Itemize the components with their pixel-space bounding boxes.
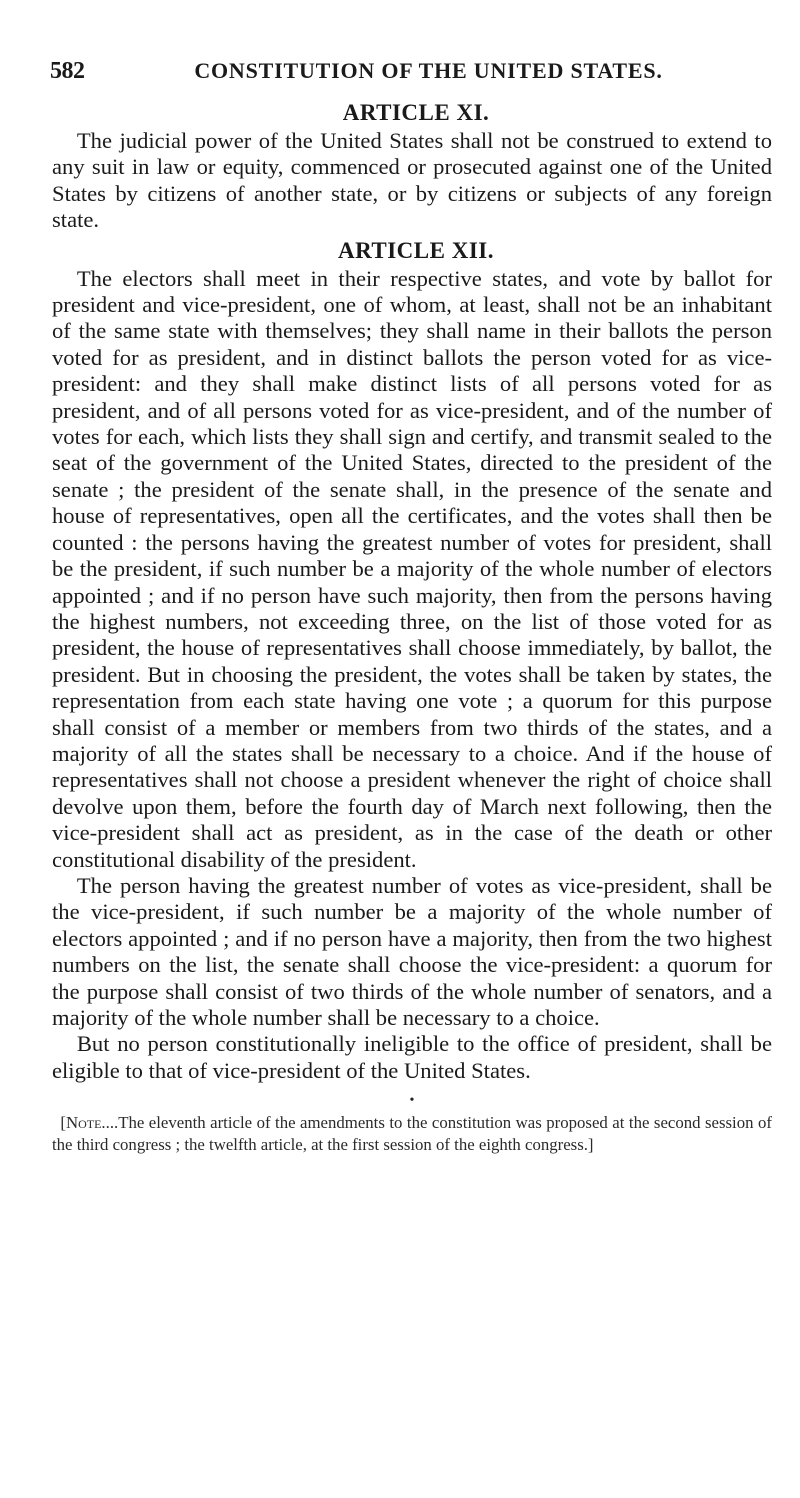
article-11-paragraph: The judicial power of the United States shall not be construed to extend to any suit in law or equity, commenced or prosecuted against one of the United States by citizens of another state, or by citizens or subjects of any foreign state. xyxy=(52,128,772,233)
running-head-title: CONSTITUTION OF THE UNITED STATES. xyxy=(194,58,663,83)
article-12-heading: ARTICLE XII. xyxy=(337,237,494,263)
page-body xyxy=(52,98,772,1155)
footnote-text: ...The eleventh article of the amendments to the constitution was proposed at the second session of the third congress ; the twelfth article, at the first session of the eighth congress.] xyxy=(52,1113,772,1154)
section-divider-dot: • xyxy=(409,1093,415,1109)
article-12-paragraph-2: The person having the greatest number of votes as vice-president, shall be the vice-president, if such number be a majority of the whole number of electors appointed ; and if no person have a majority, then from the two highest numbers on the list, the senate shall choose the vice-president: a quorum for the purpose shall consist of two thirds of the whole number of senators, and a majority of the whole number shall be necessary to a choice. xyxy=(52,872,772,1030)
article-11-heading: ARTICLE XI. xyxy=(342,100,490,125)
article-12-paragraph-1: The electors shall meet in their respective states, and vote by ballot for president and vice-president, one of whom, at least, shall not be an inhabitant of the same state with themselves; they shall name in their ballots the person voted for as president, and in distinct ballots the person voted for as vice-president: and they shall make distinct lists of all persons voted for as president, and of all persons voted for as vice-president, and of the number of votes for each, which lists they shall sign and certify, and transmit sealed to the seat of the government of the United States, directed to the president of the senate ; the president of the senate shall, in the presence of the senate and house of representatives, open all the certificates, and the votes shall then be counted : the persons having the greatest number of votes for president, shall be the president, if such number be a majority of the whole number of electors appointed ; and if no person have such majority, then from the persons having the highest numbers, not exceeding three, on the list of those voted for as president, the house of representatives shall choose immediately, by ballot, the president. But in choosing the president, the votes shall be taken by states, the representation from each state having one vote ; a quorum for this purpose shall consist of a member or members from two thirds of the states, and a majority of all the states shall be necessary to a choice. And if the house of representatives shall not choose a president whenever the right of choice shall devolve upon them, before the fourth day of March next following, then the vice-president shall act as president, as in the case of the death or other constitutional disability of the president. xyxy=(52,265,772,872)
article-12-paragraph-3: But no person constitutionally ineligible to the office of president, shall be eligible to that of vice-president of the United States. xyxy=(52,1031,772,1083)
running-head xyxy=(50,58,775,85)
footnote xyxy=(52,1112,772,1155)
page-number: 582 xyxy=(50,58,85,84)
footnote-label: [Note. xyxy=(60,1113,106,1133)
